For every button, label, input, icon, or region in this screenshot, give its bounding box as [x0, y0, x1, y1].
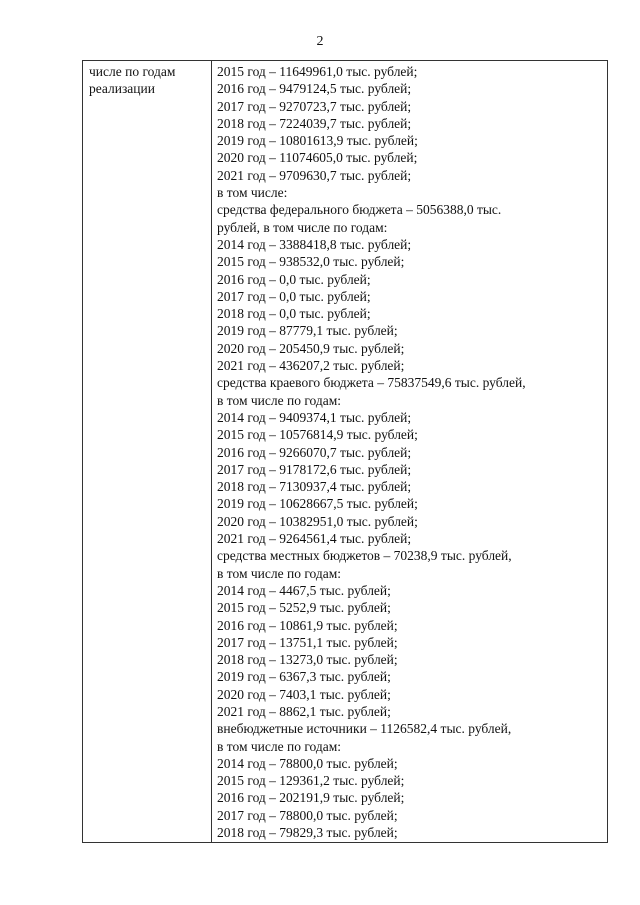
page-number: 2: [316, 34, 324, 49]
text-line: в том числе по годам:: [217, 565, 342, 581]
text-line: 2018 год – 79829,3 тыс. рублей;: [217, 825, 398, 841]
text-line: средства местных бюджетов – 70238,9 тыс. рублей,: [217, 548, 512, 564]
text-line: 2017 год – 13751,1 тыс. рублей;: [217, 634, 398, 650]
text-line: рублей, в том числе по годам:: [217, 219, 388, 235]
text-line: 2015 год – 129361,2 тыс. рублей;: [217, 773, 405, 789]
text-line: 2021 год – 436207,2 тыс. рублей;: [217, 358, 405, 374]
text-line: в том числе:: [217, 185, 288, 201]
text-line: 2014 год – 4467,5 тыс. рублей;: [217, 582, 391, 598]
text-line: 2014 год – 78800,0 тыс. рублей;: [217, 755, 398, 771]
text-line: 2020 год – 7403,1 тыс. рублей;: [217, 686, 391, 702]
text-line: 2019 год – 10628667,5 тыс. рублей;: [217, 496, 418, 512]
text-line: 2015 год – 938532,0 тыс. рублей;: [217, 254, 405, 270]
text-line: 2014 год – 3388418,8 тыс. рублей;: [217, 236, 412, 252]
text-line: 2017 год – 0,0 тыс. рублей;: [217, 288, 371, 304]
text-line: в том числе по годам:: [217, 738, 342, 754]
text-line: 2015 год – 11649961,0 тыс. рублей;: [217, 64, 418, 79]
text-line: реализации: [89, 81, 155, 97]
table-label-cell: [89, 63, 209, 98]
text-line: числе по годам: [89, 64, 176, 79]
text-line: 2018 год – 7130937,4 тыс. рублей;: [217, 479, 412, 495]
text-line: 2016 год – 9479124,5 тыс. рублей;: [217, 81, 412, 97]
text-line: 2014 год – 9409374,1 тыс. рублей;: [217, 409, 412, 425]
text-line: 2016 год – 9266070,7 тыс. рублей;: [217, 444, 412, 460]
text-line: 2021 год – 9264561,4 тыс. рублей;: [217, 531, 412, 547]
text-line: внебюджетные источники – 1126582,4 тыс. рублей,: [217, 721, 512, 737]
text-line: 2019 год – 87779,1 тыс. рублей;: [217, 323, 398, 339]
funding-table: [82, 60, 608, 843]
text-line: 2016 год – 202191,9 тыс. рублей;: [217, 790, 405, 806]
text-line: 2020 год – 10382951,0 тыс. рублей;: [217, 513, 418, 529]
text-line: 2017 год – 9178172,6 тыс. рублей;: [217, 461, 412, 477]
text-line: средства краевого бюджета – 75837549,6 тыс. рублей,: [217, 375, 526, 391]
text-line: 2018 год – 13273,0 тыс. рублей;: [217, 652, 398, 668]
text-line: 2017 год – 78800,0 тыс. рублей;: [217, 807, 398, 823]
text-line: 2018 год – 7224039,7 тыс. рублей;: [217, 115, 412, 131]
text-line: 2016 год – 10861,9 тыс. рублей;: [217, 617, 398, 633]
column-divider: [211, 61, 212, 842]
table-value-cell: [217, 63, 605, 841]
text-line: 2015 год – 5252,9 тыс. рублей;: [217, 600, 391, 616]
text-line: в том числе по годам:: [217, 392, 342, 408]
text-line: 2020 год – 11074605,0 тыс. рублей;: [217, 150, 418, 166]
text-line: 2018 год – 0,0 тыс. рублей;: [217, 306, 371, 322]
text-line: 2016 год – 0,0 тыс. рублей;: [217, 271, 371, 287]
text-line: 2017 год – 9270723,7 тыс. рублей;: [217, 98, 412, 114]
text-line: средства федерального бюджета – 5056388,0 тыс.: [217, 202, 502, 218]
text-line: 2015 год – 10576814,9 тыс. рублей;: [217, 427, 418, 443]
text-line: 2021 год – 9709630,7 тыс. рублей;: [217, 167, 412, 183]
text-line: 2019 год – 10801613,9 тыс. рублей;: [217, 133, 418, 149]
text-line: 2019 год – 6367,3 тыс. рублей;: [217, 669, 391, 685]
text-line: 2020 год – 205450,9 тыс. рублей;: [217, 340, 405, 356]
text-line: 2021 год – 8862,1 тыс. рублей;: [217, 703, 391, 719]
